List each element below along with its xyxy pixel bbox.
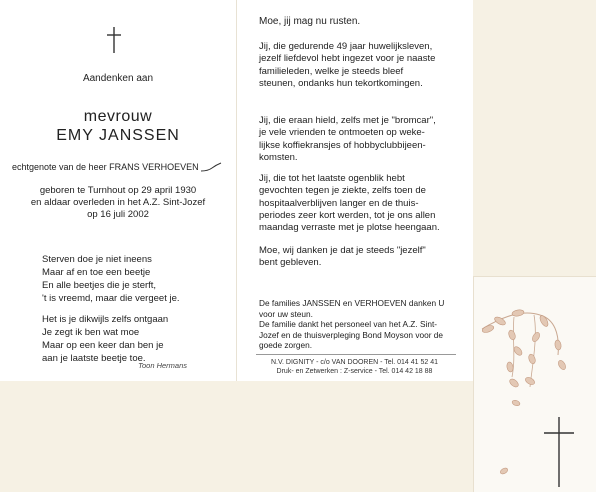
falling-leaves-branch — [474, 277, 596, 492]
printer-info — [236, 358, 473, 376]
death-date-line: op 16 juli 2002 — [87, 209, 149, 220]
thanks-line: De familie dankt het personeel van het A.Z. Sint- — [259, 319, 438, 329]
tribute-line: jezelf liefdevol hebt ingezet voor je naaste — [259, 53, 436, 65]
tribute-line: hospitaalverblijven langer en de thuis- — [259, 197, 419, 209]
birth-death-info — [0, 185, 236, 221]
poem-line: Je zegt ik ben wat moe — [42, 327, 140, 338]
birth-line: geboren te Turnhout op 29 april 1930 — [39, 185, 197, 196]
poem-line: aan je laatste beetje toe. — [42, 353, 146, 364]
printer-line: N.V. DIGNITY - c/o VAN DOOREN - Tel. 014 41 52 41 — [270, 359, 439, 366]
poem-line: Sterven doe je niet ineens — [42, 254, 152, 265]
poem-line: Maar af en toe een beetje — [42, 267, 151, 278]
printer-line: Druk- en Zetwerken : Z-service - Tel. 014 42 18 88 — [276, 368, 433, 375]
tribute-line: Jij, die gedurende 49 jaar huwelijksleven, — [259, 41, 433, 52]
poem-author: Toon Hermans — [138, 361, 187, 370]
card-right-panel — [236, 0, 473, 381]
poem — [42, 253, 180, 373]
divider — [256, 354, 456, 355]
tribute-line: periodes zeer kort werden, tot je ons allen — [259, 209, 436, 221]
thanks-line: De families JANSSEN en VERHOEVEN danken U — [259, 298, 445, 308]
tribute-paragraph-1 — [259, 41, 435, 90]
tribute-line: komsten. — [259, 151, 298, 163]
tribute-paragraph-2 — [259, 115, 436, 164]
cross-icon-insert — [544, 417, 574, 487]
tribute-line: Jij, die tot het laatste ogenblik hebt — [259, 173, 405, 184]
poem-line: 't is vreemd, maar die vergeet je. — [42, 293, 180, 304]
family-thanks — [259, 298, 444, 351]
flourish-icon — [200, 162, 222, 172]
tribute-paragraph-3 — [259, 173, 440, 234]
tribute-line: lijkse koffiekransjes of hobbyclubbijeen- — [259, 139, 426, 151]
thanks-line: voor uw steun. — [259, 308, 313, 319]
deceased-name: EMY JANSSEN — [56, 127, 180, 144]
tribute-line: steunen, ondanks hun tekortkomingen. — [259, 77, 423, 89]
remembrance-heading: Aandenken aan — [82, 73, 154, 84]
thanks-line: goede zorgen. — [259, 340, 313, 350]
tribute-line: bent gebleven. — [259, 257, 322, 269]
tribute-line: gevochten tegen je ziekte, zelfs toen de — [259, 185, 426, 197]
tribute-line: maandag verraste met je plotse heengaan. — [259, 222, 440, 234]
tribute-line: Moe, wij danken je dat je steeds "jezelf" — [259, 245, 426, 256]
spouse-line — [12, 162, 222, 172]
salutation: mevrouw — [83, 108, 153, 125]
tribute-line: je vele vrienden te ontmoeten op weke- — [259, 127, 425, 139]
card-left-panel — [0, 0, 236, 381]
tribute-paragraph-4 — [259, 245, 426, 270]
poem-stanza-2 — [42, 313, 180, 365]
poem-stanza-1 — [42, 253, 180, 305]
spouse-text: echtgenote van de heer FRANS VERHOEVEN — [12, 162, 199, 172]
poem-line: Maar op een keer dan ben je — [42, 340, 164, 351]
poem-line: En alle beetjes die je sterft, — [42, 280, 157, 291]
poem-line: Het is je dikwijls zelfs ontgaan — [42, 314, 169, 325]
death-line: en aldaar overleden in het A.Z. Sint-Jozef — [30, 197, 206, 208]
cross-icon — [105, 26, 123, 54]
tribute-line: familieleden, welke je steeds bleef — [259, 65, 404, 77]
thanks-line: Jozef en de thuisverpleging Bond Moyson voor de — [259, 329, 444, 340]
decorative-insert-card — [473, 276, 596, 492]
tribute-line: Jij, die eraan hield, zelfs met je "bromcar", — [259, 115, 436, 126]
farewell-title: Moe, jij mag nu rusten. — [259, 16, 361, 27]
